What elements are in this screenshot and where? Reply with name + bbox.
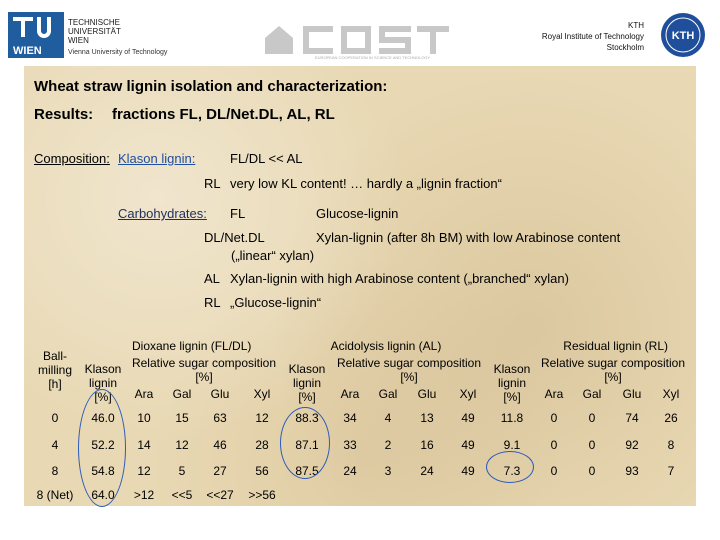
klason-line-2-key: RL [204,176,221,191]
table-cell: 93 [625,464,639,478]
svg-text:KTH: KTH [671,30,695,42]
table-cell: 92 [625,438,639,452]
ball-milling-header: Ball- milling [h] [37,349,72,391]
table-cell: 46 [213,438,227,452]
table-cell: 0 [550,464,558,478]
results-value: fractions FL, DL/Net.DL, AL, RL [112,106,335,123]
table-cell: 87.5 [295,464,319,478]
table-cell [488,484,536,506]
table-cell: 33 [343,438,357,452]
table-cell: 34 [343,411,357,425]
carbo-text-dl: Xylan-lignin (after 8h BM) with low Arabinose content [316,230,621,245]
table-cell: >>56 [248,488,276,502]
table-cell: 12 [175,438,189,452]
svg-text:WIEN: WIEN [13,45,42,57]
kth-institution-text: KTH Royal Institute of Technology Stockholm [541,21,644,52]
table-cell [406,484,448,506]
table-row [28,404,690,432]
sugar-xyl-rl: Xyl [662,387,680,401]
highlight-oval-fl-klason [78,389,126,507]
table-cell: 5 [178,464,186,478]
carbo-key-al: AL [204,271,220,286]
table-cell: 9.1 [503,438,521,452]
kth-seal-icon [660,12,706,58]
table-cell: 64.0 [91,488,115,502]
table-cell: <<5 [171,488,193,502]
table-cell: 2 [384,438,392,452]
table-cell [284,484,330,506]
table-cell [330,484,370,506]
table-cell: 7.3 [503,464,521,478]
sugar-ara-al: Ara [340,387,360,401]
table-cell: 49 [461,464,475,478]
table-cell: 0 [588,464,596,478]
sugar-ara-fl: Ara [134,387,154,401]
rel-sugar-header-al: Relative sugar composition [%] [336,356,482,384]
table-cell: 15 [175,411,189,425]
table-cell: 28 [255,438,269,452]
table-cell: 56 [255,464,269,478]
klason-line-2-text: very low KL content! … hardly a „lignin fraction“ [230,176,502,191]
table-cell: 46.0 [91,411,115,425]
lignin-data-table [28,336,690,506]
table-cell: 52.2 [91,438,115,452]
table-cell: 16 [420,438,434,452]
table-cell [536,484,572,506]
table-cell: 7 [667,464,675,478]
group-header-dioxane: Dioxane lignin (FL/DL) [132,339,252,353]
carbo-text-fl: Glucose-lignin [316,206,399,221]
table-cell: 11.8 [500,411,524,425]
table-cell: 88.3 [295,411,319,425]
highlight-oval-al-klason [280,407,330,479]
sugar-ara-rl: Ara [544,387,564,401]
table-cell: 0 [588,438,596,452]
table-cell: 27 [213,464,227,478]
table-cell: 12 [137,464,151,478]
sugar-glu-rl: Glu [622,387,642,401]
table-cell: 12 [255,411,269,425]
tu-wien-logo-icon [8,12,64,58]
group-header-residual: Residual lignin (RL) [563,339,668,353]
table-cell: 49 [461,411,475,425]
sugar-glu-fl: Glu [210,387,230,401]
table-cell: 0 [550,438,558,452]
table-cell: 24 [343,464,357,478]
row-milling-time: 4 [51,438,59,452]
table-cell [370,484,406,506]
table-row [28,484,690,506]
sugar-xyl-al: Xyl [459,387,477,401]
carbo-key-fl: FL [230,206,246,221]
table-cell: >12 [133,488,155,502]
row-milling-time: 8 [51,464,59,478]
klason-header-al: Klason lignin [%] [288,362,326,404]
results-label: Results: [34,106,94,123]
tu-wien-name: TECHNISCHE UNIVERSITÄT WIEN [68,18,121,45]
table-cell: 13 [420,411,434,425]
table-cell [652,484,690,506]
sugar-gal-fl: Gal [172,387,192,401]
table-cell: 54.8 [91,464,115,478]
table-cell: 87.1 [295,438,319,452]
table-cell: 26 [664,411,678,425]
table-cell: <<27 [206,488,234,502]
table-cell [572,484,612,506]
table-cell: 10 [137,411,151,425]
table-row [28,432,690,458]
klason-lignin-link[interactable]: Klason lignin: [118,151,196,166]
cost-logo-icon [255,16,465,60]
klason-header-rl: Klason lignin [%] [493,362,531,404]
sugar-gal-rl: Gal [582,387,602,401]
rel-sugar-header-fl: Relative sugar composition [%] [131,356,277,384]
table-cell: 0 [588,411,596,425]
klason-line-1: FL/DL << AL [230,151,303,166]
table-cell: 3 [384,464,392,478]
table-cell: 24 [420,464,434,478]
slide-title: Wheat straw lignin isolation and characterization: [34,78,388,95]
klason-header-fl: Klason lignin [%] [84,362,122,404]
carbo-text-al: Xylan-lignin with high Arabinose content („branched“ xylan) [230,271,569,286]
carbo-text-dl-cont: („linear“ xylan) [231,248,315,263]
table-cell: 63 [213,411,227,425]
header-bar [0,0,720,62]
tu-wien-tagline: Vienna University of Technology [68,49,168,56]
carbohydrates-label: Carbohydrates: [118,206,207,221]
table-cell [448,484,488,506]
carbo-key-dl: DL/Net.DL [204,230,265,245]
table-row [28,458,690,484]
sugar-gal-al: Gal [378,387,398,401]
table-cell: 8 [667,438,675,452]
row-milling-time: 8 (Net) [36,488,74,502]
composition-label: Composition: [34,151,110,166]
sugar-xyl-fl: Xyl [253,387,271,401]
table-cell: 0 [550,411,558,425]
svg-text:EUROPEAN COOPERATION IN SCIENC: EUROPEAN COOPERATION IN SCIENCE AND TECHNOLOGY [315,55,431,60]
row-milling-time: 0 [51,411,59,425]
table-cell: 14 [137,438,151,452]
sugar-glu-al: Glu [417,387,437,401]
table-cell [612,484,652,506]
table-cell: 4 [384,411,392,425]
rel-sugar-header-rl: Relative sugar composition [%] [540,356,686,384]
table-cell: 74 [625,411,639,425]
carbo-key-rl: RL [204,295,221,310]
carbo-text-rl: „Glucose-lignin“ [230,295,322,310]
group-header-acidolysis: Acidolysis lignin (AL) [330,339,442,353]
table-cell: 49 [461,438,475,452]
highlight-oval-rl-klason [486,451,534,483]
